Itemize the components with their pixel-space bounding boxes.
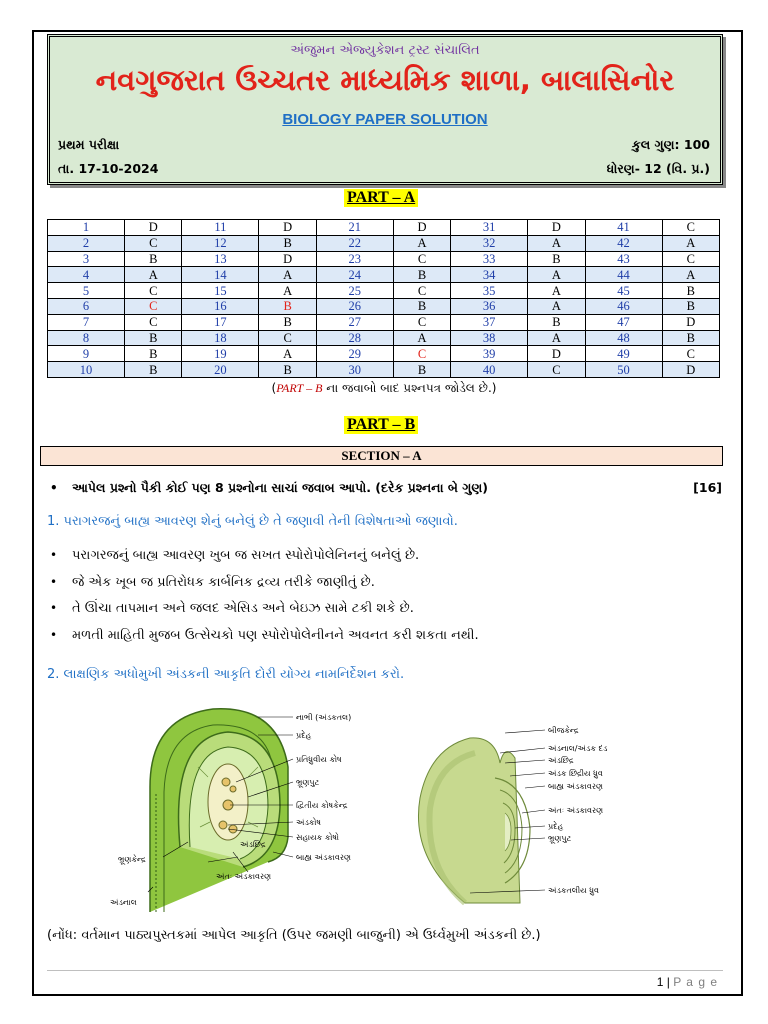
answer-cell: D [528,346,585,362]
question-number-cell: 46 [585,298,662,314]
note-open: ( [271,381,277,395]
label-embryo-sac: ભ્રૂણપુટ [296,778,320,787]
question-number-cell: 6 [48,298,125,314]
answer-cell: C [393,251,450,267]
question-number-cell: 11 [182,220,259,236]
list-item [50,575,479,602]
part-b-title: PART – B [344,416,418,434]
question-number-cell: 10 [48,362,125,378]
label-outer-integument: બાહ્ય અંડકાવરણ [296,853,351,862]
list-item [50,548,479,575]
answer-cell: B [259,298,316,314]
note-italic: PART – B [276,381,323,395]
exam-name: પ્રથમ પરીક્ષા [58,137,120,152]
question-number-cell: 13 [182,251,259,267]
answer-cell: B [393,298,450,314]
answer-cell: D [259,251,316,267]
label-hilum: નાભી (અંડકતલ) [296,713,352,722]
label-micropyle-right: અંડછિદ્ર [548,756,574,765]
answer-cell: B [125,251,182,267]
table-row [48,346,720,362]
label-funicle-right: અંડનાલ/અંડક દંડ [548,744,608,753]
label-embryo-sac-right: ભ્રૂણપુટ [548,834,572,843]
label-antipodal: પ્રતિધ્રુવીય કોષ [296,755,342,764]
label-funicle: અંડનાલ [110,898,137,907]
section-a-bar: SECTION – A [40,446,723,466]
question-number-cell: 14 [182,267,259,283]
question-number-cell: 21 [316,220,393,236]
answer-cell: A [528,330,585,346]
bullet-icon: • [50,548,58,562]
question-number-cell: 8 [48,330,125,346]
question-number-cell: 47 [585,314,662,330]
question-number-cell: 12 [182,235,259,251]
question-number-cell: 15 [182,283,259,299]
question-number-cell: 30 [316,362,393,378]
page-number-value: 1 | [656,975,670,989]
list-item [50,628,479,655]
header-box [47,34,723,185]
answer-cell: D [528,220,585,236]
answer-cell: A [528,298,585,314]
list-item [50,601,479,628]
question-number-cell: 44 [585,267,662,283]
answer-cell: A [259,267,316,283]
label-egg: અંડકોષ [296,818,321,827]
question-number-cell: 4 [48,267,125,283]
question-1: 1. પરાગરજનું બાહ્ય આવરણ શેનું બનેલું છે તે જણાવી તેની વિશેષતાઓ જણાવો. [47,514,458,529]
part-a-title: PART – A [344,189,418,207]
answer-cell: A [393,235,450,251]
answer-cell: B [662,298,719,314]
exam-row [58,137,712,153]
answer-cell: D [662,314,719,330]
question-number-cell: 1 [48,220,125,236]
note-rest: ના જવાબો બાદ પ્રશ્નપત્ર જોડેલ છે.) [322,381,497,395]
date-row [58,161,712,177]
answer-text: પરાગરજનું બાહ્ય આવરણ ખુબ જ સખત સ્પોરોપોલેનિનનું બનેલું છે. [72,548,420,563]
question-number-cell: 33 [451,251,528,267]
question-number-cell: 37 [451,314,528,330]
bullet-icon: • [50,627,58,642]
question-2: 2. લાક્ષણિક અધોમુખી અંડકની આકૃતિ દોરી યોગ્ય નામનિર્દેશન કરો. [47,667,405,682]
paper-subtitle: BIOLOGY PAPER SOLUTION [282,111,488,128]
school-name: નવગુજરાત ઉચ્ચતર માધ્યમિક શાળા, બાલાસિનોર [95,63,675,97]
footer-divider [47,970,723,971]
answer-cell: C [662,346,719,362]
answer-cell: C [259,330,316,346]
answer-cell: C [393,346,450,362]
question-number-cell: 16 [182,298,259,314]
table-row [48,314,720,330]
bullet-icon: • [50,574,58,589]
bullet-icon: • [50,601,58,615]
answer-cell: B [259,235,316,251]
question-number-cell: 45 [585,283,662,299]
question-number-cell: 3 [48,251,125,267]
instruction-text: આપેલ પ્રશ્નો પૈકી કોઈ પણ 8 પ્રશ્નોના સાચાં જવાબ આપો. (દરેક પ્રશ્નના બે ગુણ) [72,480,489,495]
question-number-cell: 7 [48,314,125,330]
question-number-cell: 9 [48,346,125,362]
answer-cell: A [662,267,719,283]
question-number-cell: 50 [585,362,662,378]
part-b-note [0,381,768,396]
answer-cell: C [662,220,719,236]
label-micropylar-end: અંડક છિદ્રીય ધ્રુવ [548,769,603,778]
question-number-cell: 28 [316,330,393,346]
question-number-cell: 18 [182,330,259,346]
page-number [657,975,718,989]
answer-cell: C [125,298,182,314]
answer-cell: C [125,235,182,251]
question-number-cell: 26 [316,298,393,314]
answer-cell: A [528,235,585,251]
label-inner-integument: અંતઃ અંડકાવરણ [216,872,272,881]
question-number-cell: 41 [585,220,662,236]
label-chalazal-end: અંડકતલીય ધ્રુવ [548,886,599,895]
answer-cell: B [125,330,182,346]
question-number-cell: 27 [316,314,393,330]
answer-cell: A [528,267,585,283]
question-number-cell: 17 [182,314,259,330]
answer-cell: C [393,314,450,330]
question-number-cell: 35 [451,283,528,299]
answer-cell: B [259,314,316,330]
label-nucellus-right: પ્રદેહ [548,822,564,831]
answer-cell: C [662,251,719,267]
answer-cell: B [393,267,450,283]
total-marks: કુલ ગુણ: 100 [631,137,710,152]
table-row [48,330,720,346]
orthotropous-ovule-diagram [405,718,650,913]
question-number-cell: 31 [451,220,528,236]
anatropous-ovule-diagram [108,697,408,912]
answer-cell: C [528,362,585,378]
question-number-cell: 49 [585,346,662,362]
question-number-cell: 22 [316,235,393,251]
question-number-cell: 34 [451,267,528,283]
answer-cell: C [125,314,182,330]
question-number-cell: 23 [316,251,393,267]
table-row [48,235,720,251]
answer-cell: D [393,220,450,236]
answer-key-table [47,219,720,378]
answer-cell: B [662,283,719,299]
answer-cell: A [125,267,182,283]
trust-name: અંજુમન એજ્યુકેશન ટ્રસ્ટ સંચાલિત [290,43,480,58]
question-number-cell: 19 [182,346,259,362]
answer-cell: A [259,346,316,362]
answer-cell: B [125,362,182,378]
label-synergids: સહાયક કોષો [296,833,339,842]
answer-cell: A [259,283,316,299]
question-number-cell: 32 [451,235,528,251]
answer-cell: D [662,362,719,378]
question-number-cell: 40 [451,362,528,378]
question-number-cell: 39 [451,346,528,362]
label-hilum-right: બીજકેન્દ્ર [548,726,579,735]
label-outer-integument-right: બાહ્ય અંડકાવરણ [548,782,603,791]
question-number-cell: 5 [48,283,125,299]
table-row [48,251,720,267]
answer-cell: B [662,330,719,346]
question-number-cell: 36 [451,298,528,314]
answer-text: તે ઊંચા તાપમાન અને જલદ એસિડ અને બેઇઝ સામે ટકી શકે છે. [72,601,414,616]
answer-cell: B [259,362,316,378]
exam-date: તા. 17-10-2024 [58,161,159,176]
label-micropyle: અંડછિદ્ર [240,840,266,849]
label-nucellus: ભ્રૂણકેન્દ્ર [118,855,146,864]
question-number-cell: 48 [585,330,662,346]
table-row [48,362,720,378]
table-row [48,220,720,236]
answer-cell: B [393,362,450,378]
page-word: P a g e [673,975,718,989]
table-row [48,283,720,299]
question-number-cell: 20 [182,362,259,378]
instruction [50,480,722,496]
bullet-icon: • [50,481,58,495]
answer-cell: B [528,251,585,267]
instruction-marks: [16] [693,480,722,495]
question-number-cell: 24 [316,267,393,283]
question-1-answers [50,548,479,654]
answer-cell: A [393,330,450,346]
footnote: (નોંધ: વર્તમાન પાઠ્યપુસ્તકમાં આપેલ આકૃતિ (ઉપર જમણી બાજુની) એ ઉર્ધ્વમુખી અંડકની છે.) [47,928,541,943]
answer-cell: B [125,346,182,362]
table-row [48,267,720,283]
answer-cell: A [662,235,719,251]
question-number-cell: 42 [585,235,662,251]
label-chalaza: પ્રદેહ [296,731,312,740]
question-number-cell: 2 [48,235,125,251]
label-secondary-nucleus: દ્વિતીય કોષકેન્દ્ર [296,801,348,810]
answer-cell: B [528,314,585,330]
answer-cell: A [528,283,585,299]
question-number-cell: 43 [585,251,662,267]
answer-cell: D [125,220,182,236]
question-number-cell: 38 [451,330,528,346]
table-row [48,298,720,314]
answer-cell: D [259,220,316,236]
question-number-cell: 25 [316,283,393,299]
answer-cell: C [393,283,450,299]
answer-text: મળતી માહિતી મુજબ ઉત્સેચકો પણ સ્પોરોપોલેનીનને અવનત કરી શકતા નથી. [72,627,479,643]
answer-text: જે એક ખૂબ જ પ્રતિરોધક કાર્બનિક દ્રવ્ય તરીકે જાણીતું છે. [72,574,375,590]
answer-cell: C [125,283,182,299]
question-number-cell: 29 [316,346,393,362]
label-inner-integument-right: અંતઃ અંડકાવરણ [548,806,604,815]
standard: ધોરણ- 12 (વિ. પ્ર.) [606,161,710,176]
